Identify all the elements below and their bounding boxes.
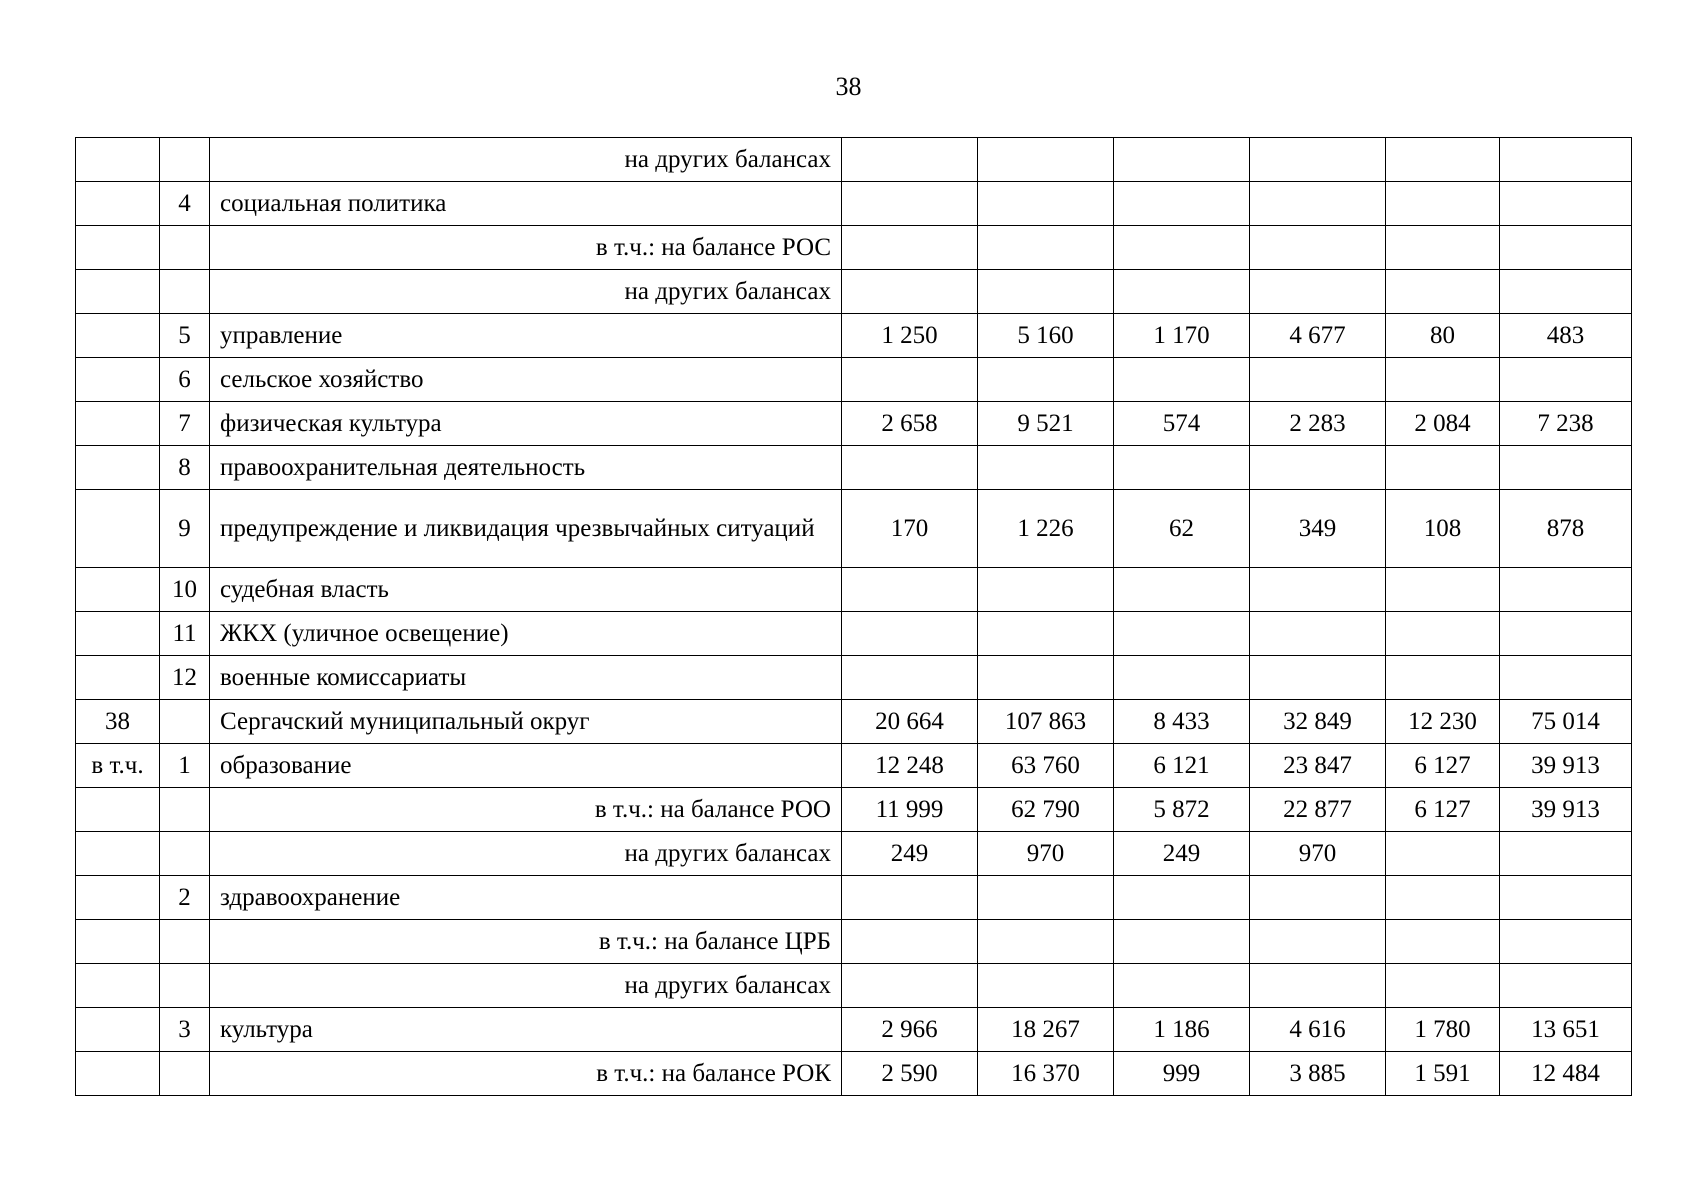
value-cell-4: 3 885 xyxy=(1250,1052,1386,1096)
value-cell-3 xyxy=(1114,964,1250,1008)
value-cell-3 xyxy=(1114,568,1250,612)
value-cell-2 xyxy=(978,446,1114,490)
value-cell-3: 5 872 xyxy=(1114,788,1250,832)
item-name-cell: в т.ч.: на балансе РОО xyxy=(210,788,842,832)
value-cell-6 xyxy=(1500,832,1632,876)
item-name-cell: здравоохранение xyxy=(210,876,842,920)
value-cell-4 xyxy=(1250,446,1386,490)
value-cell-5 xyxy=(1386,446,1500,490)
value-cell-6 xyxy=(1500,656,1632,700)
region-cell xyxy=(76,182,160,226)
value-cell-1 xyxy=(842,226,978,270)
value-cell-4 xyxy=(1250,138,1386,182)
item-number-cell xyxy=(160,226,210,270)
value-cell-5 xyxy=(1386,964,1500,1008)
value-cell-2 xyxy=(978,182,1114,226)
value-cell-2 xyxy=(978,358,1114,402)
region-cell xyxy=(76,568,160,612)
value-cell-1 xyxy=(842,138,978,182)
item-number-cell: 1 xyxy=(160,744,210,788)
value-cell-3 xyxy=(1114,446,1250,490)
budget-table xyxy=(75,137,1632,1096)
region-cell xyxy=(76,1052,160,1096)
item-name-cell: в т.ч.: на балансе РОС xyxy=(210,226,842,270)
value-cell-5 xyxy=(1386,568,1500,612)
value-cell-1 xyxy=(842,568,978,612)
value-cell-2: 5 160 xyxy=(978,314,1114,358)
region-cell xyxy=(76,402,160,446)
table-row xyxy=(76,270,1632,314)
value-cell-1: 12 248 xyxy=(842,744,978,788)
item-number-cell: 6 xyxy=(160,358,210,402)
region-cell xyxy=(76,270,160,314)
value-cell-2 xyxy=(978,656,1114,700)
value-cell-1 xyxy=(842,920,978,964)
value-cell-3: 999 xyxy=(1114,1052,1250,1096)
value-cell-4: 4 677 xyxy=(1250,314,1386,358)
value-cell-5: 80 xyxy=(1386,314,1500,358)
value-cell-2 xyxy=(978,568,1114,612)
item-name-cell: правоохранительная деятельность xyxy=(210,446,842,490)
item-name-cell: Сергачский муниципальный округ xyxy=(210,700,842,744)
item-name-cell: сельское хозяйство xyxy=(210,358,842,402)
value-cell-5 xyxy=(1386,656,1500,700)
value-cell-3 xyxy=(1114,920,1250,964)
table-row xyxy=(76,964,1632,1008)
value-cell-4 xyxy=(1250,656,1386,700)
item-name-cell: на других балансах xyxy=(210,270,842,314)
item-name-cell: ЖКХ (уличное освещение) xyxy=(210,612,842,656)
table-row xyxy=(76,832,1632,876)
table-row xyxy=(76,1008,1632,1052)
item-name-cell: на других балансах xyxy=(210,138,842,182)
table-row xyxy=(76,920,1632,964)
value-cell-5 xyxy=(1386,832,1500,876)
value-cell-1 xyxy=(842,182,978,226)
value-cell-2: 18 267 xyxy=(978,1008,1114,1052)
table-row xyxy=(76,876,1632,920)
value-cell-3: 1 170 xyxy=(1114,314,1250,358)
value-cell-4 xyxy=(1250,226,1386,270)
value-cell-3 xyxy=(1114,182,1250,226)
value-cell-4: 22 877 xyxy=(1250,788,1386,832)
value-cell-3 xyxy=(1114,876,1250,920)
value-cell-3: 6 121 xyxy=(1114,744,1250,788)
item-number-cell xyxy=(160,920,210,964)
value-cell-6 xyxy=(1500,358,1632,402)
value-cell-2: 107 863 xyxy=(978,700,1114,744)
region-cell xyxy=(76,788,160,832)
region-cell xyxy=(76,832,160,876)
table-row xyxy=(76,358,1632,402)
value-cell-4 xyxy=(1250,568,1386,612)
item-number-cell: 10 xyxy=(160,568,210,612)
value-cell-4 xyxy=(1250,876,1386,920)
value-cell-4 xyxy=(1250,182,1386,226)
value-cell-3 xyxy=(1114,226,1250,270)
value-cell-1: 20 664 xyxy=(842,700,978,744)
item-number-cell xyxy=(160,788,210,832)
page-number: 38 xyxy=(835,72,862,101)
value-cell-1: 2 966 xyxy=(842,1008,978,1052)
value-cell-3: 249 xyxy=(1114,832,1250,876)
item-name-cell: предупреждение и ликвидация чрезвычайных ситуаций xyxy=(210,490,842,568)
table-row xyxy=(76,138,1632,182)
value-cell-5 xyxy=(1386,270,1500,314)
item-number-cell xyxy=(160,270,210,314)
value-cell-1 xyxy=(842,964,978,1008)
item-number-cell: 4 xyxy=(160,182,210,226)
value-cell-5: 1 591 xyxy=(1386,1052,1500,1096)
region-cell xyxy=(76,446,160,490)
value-cell-2 xyxy=(978,964,1114,1008)
value-cell-5 xyxy=(1386,876,1500,920)
region-cell xyxy=(76,314,160,358)
item-name-cell: культура xyxy=(210,1008,842,1052)
value-cell-6: 75 014 xyxy=(1500,700,1632,744)
region-cell xyxy=(76,138,160,182)
value-cell-4: 4 616 xyxy=(1250,1008,1386,1052)
item-number-cell: 5 xyxy=(160,314,210,358)
value-cell-4 xyxy=(1250,920,1386,964)
value-cell-2: 9 521 xyxy=(978,402,1114,446)
value-cell-3 xyxy=(1114,612,1250,656)
value-cell-5: 108 xyxy=(1386,490,1500,568)
value-cell-1 xyxy=(842,876,978,920)
value-cell-5: 2 084 xyxy=(1386,402,1500,446)
value-cell-5: 12 230 xyxy=(1386,700,1500,744)
value-cell-1: 170 xyxy=(842,490,978,568)
value-cell-6 xyxy=(1500,920,1632,964)
value-cell-6 xyxy=(1500,568,1632,612)
item-number-cell: 8 xyxy=(160,446,210,490)
item-name-cell: образование xyxy=(210,744,842,788)
table-row xyxy=(76,656,1632,700)
region-cell xyxy=(76,920,160,964)
value-cell-3 xyxy=(1114,656,1250,700)
item-name-cell: физическая культура xyxy=(210,402,842,446)
table-row xyxy=(76,226,1632,270)
table-row xyxy=(76,568,1632,612)
value-cell-2 xyxy=(978,270,1114,314)
value-cell-3: 8 433 xyxy=(1114,700,1250,744)
value-cell-2: 970 xyxy=(978,832,1114,876)
value-cell-5 xyxy=(1386,358,1500,402)
region-cell xyxy=(76,964,160,1008)
value-cell-3 xyxy=(1114,358,1250,402)
item-number-cell xyxy=(160,1052,210,1096)
table-row xyxy=(76,1052,1632,1096)
region-cell xyxy=(76,612,160,656)
value-cell-6: 878 xyxy=(1500,490,1632,568)
value-cell-1: 1 250 xyxy=(842,314,978,358)
region-cell xyxy=(76,656,160,700)
value-cell-2 xyxy=(978,226,1114,270)
value-cell-4 xyxy=(1250,612,1386,656)
item-name-cell: социальная политика xyxy=(210,182,842,226)
value-cell-1 xyxy=(842,358,978,402)
item-number-cell: 11 xyxy=(160,612,210,656)
value-cell-6 xyxy=(1500,226,1632,270)
table-row xyxy=(76,182,1632,226)
value-cell-1 xyxy=(842,612,978,656)
value-cell-3: 1 186 xyxy=(1114,1008,1250,1052)
value-cell-1: 2 658 xyxy=(842,402,978,446)
value-cell-5 xyxy=(1386,612,1500,656)
value-cell-4: 23 847 xyxy=(1250,744,1386,788)
value-cell-3: 574 xyxy=(1114,402,1250,446)
item-name-cell: на других балансах xyxy=(210,964,842,1008)
value-cell-5: 6 127 xyxy=(1386,788,1500,832)
table-row xyxy=(76,490,1632,568)
item-number-cell: 7 xyxy=(160,402,210,446)
value-cell-2 xyxy=(978,138,1114,182)
region-cell xyxy=(76,226,160,270)
value-cell-4 xyxy=(1250,964,1386,1008)
item-name-cell: судебная власть xyxy=(210,568,842,612)
table-row xyxy=(76,446,1632,490)
table-body xyxy=(76,138,1632,1096)
table-row xyxy=(76,744,1632,788)
value-cell-4 xyxy=(1250,358,1386,402)
item-name-cell: управление xyxy=(210,314,842,358)
value-cell-6 xyxy=(1500,138,1632,182)
value-cell-6: 39 913 xyxy=(1500,744,1632,788)
region-cell: в т.ч. xyxy=(76,744,160,788)
region-cell xyxy=(76,1008,160,1052)
item-number-cell xyxy=(160,138,210,182)
value-cell-5: 1 780 xyxy=(1386,1008,1500,1052)
value-cell-5: 6 127 xyxy=(1386,744,1500,788)
value-cell-4: 349 xyxy=(1250,490,1386,568)
value-cell-5 xyxy=(1386,920,1500,964)
table-row xyxy=(76,314,1632,358)
region-cell xyxy=(76,876,160,920)
value-cell-6: 12 484 xyxy=(1500,1052,1632,1096)
value-cell-6: 13 651 xyxy=(1500,1008,1632,1052)
value-cell-5 xyxy=(1386,138,1500,182)
value-cell-6 xyxy=(1500,612,1632,656)
value-cell-4: 970 xyxy=(1250,832,1386,876)
value-cell-3: 62 xyxy=(1114,490,1250,568)
table-row xyxy=(76,788,1632,832)
value-cell-4: 2 283 xyxy=(1250,402,1386,446)
item-number-cell xyxy=(160,964,210,1008)
value-cell-2 xyxy=(978,612,1114,656)
value-cell-5 xyxy=(1386,182,1500,226)
value-cell-2: 62 790 xyxy=(978,788,1114,832)
value-cell-4 xyxy=(1250,270,1386,314)
region-cell xyxy=(76,358,160,402)
value-cell-1: 249 xyxy=(842,832,978,876)
value-cell-2: 16 370 xyxy=(978,1052,1114,1096)
value-cell-3 xyxy=(1114,138,1250,182)
value-cell-2 xyxy=(978,876,1114,920)
item-name-cell: в т.ч.: на балансе РОК xyxy=(210,1052,842,1096)
value-cell-1: 11 999 xyxy=(842,788,978,832)
value-cell-6: 39 913 xyxy=(1500,788,1632,832)
item-number-cell: 9 xyxy=(160,490,210,568)
value-cell-2: 1 226 xyxy=(978,490,1114,568)
region-cell: 38 xyxy=(76,700,160,744)
table-row xyxy=(76,402,1632,446)
region-cell xyxy=(76,490,160,568)
value-cell-6 xyxy=(1500,446,1632,490)
value-cell-1 xyxy=(842,270,978,314)
value-cell-2: 63 760 xyxy=(978,744,1114,788)
value-cell-6 xyxy=(1500,182,1632,226)
item-number-cell xyxy=(160,700,210,744)
value-cell-4: 32 849 xyxy=(1250,700,1386,744)
value-cell-6: 7 238 xyxy=(1500,402,1632,446)
item-number-cell: 12 xyxy=(160,656,210,700)
table-row xyxy=(76,700,1632,744)
value-cell-3 xyxy=(1114,270,1250,314)
value-cell-6 xyxy=(1500,270,1632,314)
value-cell-2 xyxy=(978,920,1114,964)
item-name-cell: в т.ч.: на балансе ЦРБ xyxy=(210,920,842,964)
table-row xyxy=(76,612,1632,656)
value-cell-1 xyxy=(842,656,978,700)
value-cell-6 xyxy=(1500,964,1632,1008)
value-cell-6 xyxy=(1500,876,1632,920)
item-name-cell: военные комиссариаты xyxy=(210,656,842,700)
value-cell-6: 483 xyxy=(1500,314,1632,358)
item-number-cell: 3 xyxy=(160,1008,210,1052)
item-name-cell: на других балансах xyxy=(210,832,842,876)
item-number-cell: 2 xyxy=(160,876,210,920)
value-cell-1 xyxy=(842,446,978,490)
item-number-cell xyxy=(160,832,210,876)
value-cell-1: 2 590 xyxy=(842,1052,978,1096)
value-cell-5 xyxy=(1386,226,1500,270)
